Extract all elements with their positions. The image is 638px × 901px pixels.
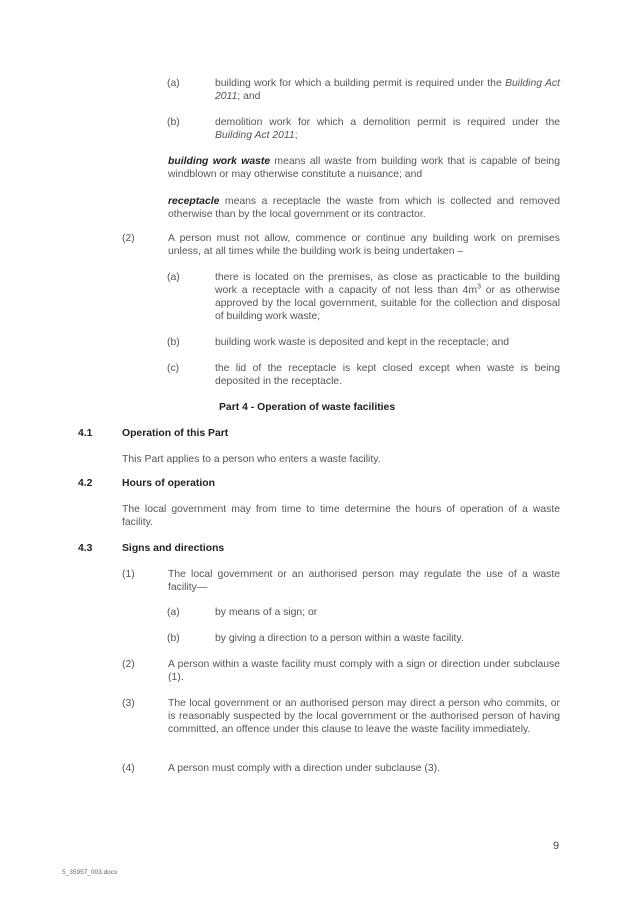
defined-term: building work waste <box>168 156 271 167</box>
subclause-text: A person must not allow, commence or continue any building work on premises unless, at all times while the building work is being undertaken – <box>168 233 560 257</box>
act-name: Building Act 2011 <box>215 78 560 102</box>
part-heading: Part 4 - Operation of waste facilities <box>219 402 396 413</box>
subclause-label: (2) <box>122 233 135 244</box>
subclause-text: A person must comply with a direction under subclause (3). <box>168 763 441 774</box>
definition-item: demolition work for which a demolition permit is required under the Building Act 2011; <box>215 117 560 141</box>
subclause-label: (2) <box>122 659 135 670</box>
list-item: by means of a sign; or <box>215 607 318 618</box>
item-label: (b) <box>167 337 180 348</box>
definition-receptacle: receptacle means a receptacle the waste from which is collected and removed otherwise than by the local government or its contractor. <box>168 196 560 220</box>
list-item: building work waste is deposited and kept in the receptacle; and <box>215 337 510 348</box>
list-item: the lid of the receptacle is kept closed except when waste is being deposited in the receptacle. <box>215 363 560 387</box>
item-label: (b) <box>167 117 180 128</box>
list-item: by giving a direction to a person within a waste facility. <box>215 633 464 644</box>
item-label: (a) <box>167 607 180 618</box>
section-title: Hours of operation <box>122 478 215 489</box>
section-title: Operation of this Part <box>122 428 229 439</box>
page-number: 9 <box>553 840 560 852</box>
definition-item: building work for which a building permit is required under the Building Act 2011; and <box>215 78 560 102</box>
item-label: (c) <box>167 363 180 374</box>
subclause-label: (3) <box>122 698 135 709</box>
subclause-text: The local government or an authorised person may direct a person who commits, or is reasonably suspected by the local government or the authorised person of having committed, an offence under this clause to leave the waste facility immediately. <box>168 698 560 735</box>
item-label: (a) <box>167 272 180 283</box>
footer-filename: 5_35957_003.docx <box>62 869 118 876</box>
item-label: (a) <box>167 78 180 89</box>
section-number: 4.2 <box>78 478 93 489</box>
section-number: 4.1 <box>78 428 93 439</box>
section-text: The local government may from time to time determine the hours of operation of a waste facility. <box>122 504 560 528</box>
subclause-text: A person within a waste facility must comply with a sign or direction under subclause (1). <box>168 659 560 683</box>
subclause-label: (1) <box>122 569 135 580</box>
section-title: Signs and directions <box>122 543 225 554</box>
act-name: Building Act 2011 <box>215 130 295 141</box>
defined-term: receptacle <box>168 196 220 207</box>
section-number: 4.3 <box>78 543 93 554</box>
item-label: (b) <box>167 633 180 644</box>
list-item: there is located on the premises, as close as practicable to the building work a receptacle with a capacity of not less than $4m^3$ or as otherwise approved by the local government, suitable for the collection and disposal of building work waste; <box>215 272 561 322</box>
subclause-text: The local government or an authorised person may regulate the use of a waste facility— <box>168 569 560 593</box>
definition-building-work-waste: building work waste means all waste from building work that is capable of being windblown or may otherwise constitute a nuisance; and <box>168 156 560 180</box>
section-text: This Part applies to a person who enters a waste facility. <box>122 454 381 465</box>
subclause-label: (4) <box>122 763 135 774</box>
